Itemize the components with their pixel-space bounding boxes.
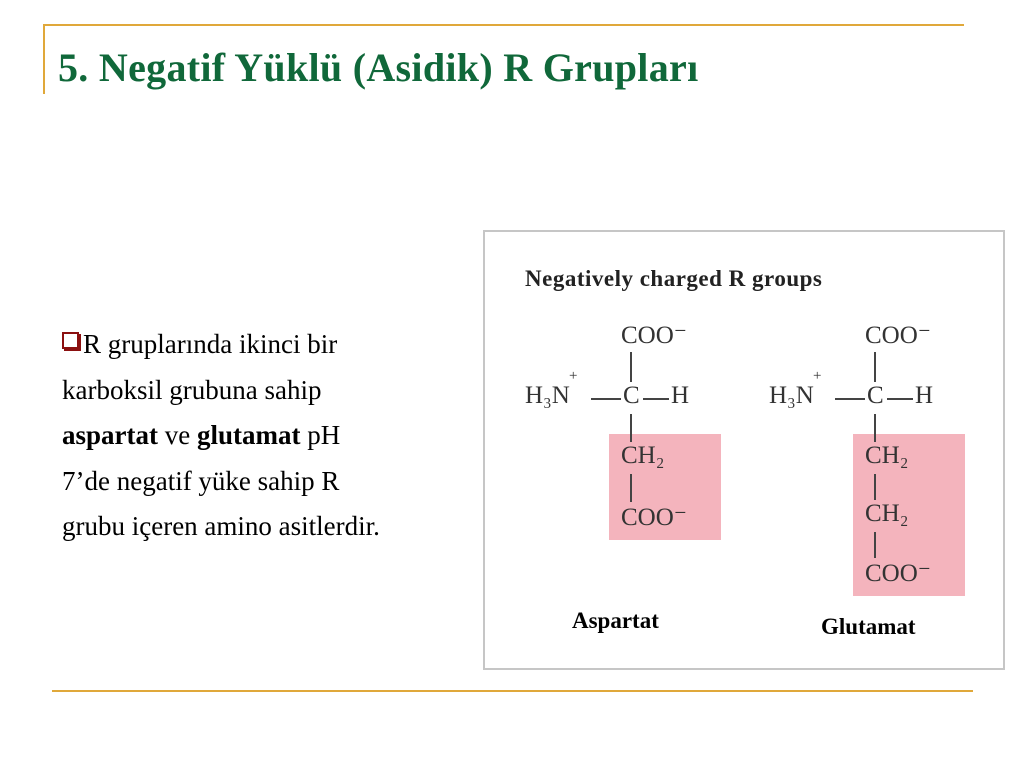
glutamate-ch2-2: CH₂ bbox=[865, 500, 909, 527]
aspartate-amine: H₃N bbox=[525, 382, 570, 409]
checkbox-bullet-icon bbox=[62, 332, 79, 349]
glutamate-bond bbox=[874, 352, 876, 382]
structure-figure bbox=[483, 230, 1005, 670]
glutamate-alpha-carbon: C bbox=[867, 382, 884, 409]
aspartate-plus: + bbox=[569, 368, 578, 384]
glutamate-label: Glutamat bbox=[821, 614, 916, 639]
left-accent bbox=[43, 24, 45, 94]
bullet-text-part: pH 7’de negatif yüke sahip R grubu içeren amino asitlerdir. bbox=[62, 420, 380, 541]
glutamate-ch2-1: CH₂ bbox=[865, 442, 909, 469]
glutamate-side-carboxylate: COO⁻ bbox=[865, 560, 931, 587]
aspartate-bond bbox=[630, 352, 632, 382]
glutamate-hydrogen: H bbox=[915, 382, 934, 409]
glutamate-bond bbox=[887, 398, 913, 400]
glutamate-top-carboxylate: COO⁻ bbox=[865, 322, 931, 349]
bottom-divider bbox=[52, 690, 973, 692]
bullet-text-part: ve bbox=[158, 420, 197, 450]
glutamate-bond bbox=[874, 532, 876, 558]
aspartate-bond bbox=[630, 414, 632, 442]
bullet-text bbox=[62, 322, 392, 550]
aspartate-bond bbox=[643, 398, 669, 400]
top-divider bbox=[43, 24, 964, 26]
aspartate-hydrogen: H bbox=[671, 382, 690, 409]
aspartate-label: Aspartat bbox=[572, 608, 659, 633]
glutamate-plus: + bbox=[813, 368, 822, 384]
aspartate-ch2: CH₂ bbox=[621, 442, 665, 469]
bullet-text-part: R gruplarında ikinci bir karboksil grubuna sahip bbox=[62, 329, 338, 405]
aspartate-side-carboxylate: COO⁻ bbox=[621, 504, 687, 531]
aspartate-bond bbox=[630, 474, 632, 502]
glutamate-bond bbox=[874, 414, 876, 442]
aspartate-top-carboxylate: COO⁻ bbox=[621, 322, 687, 349]
aspartate-bond bbox=[591, 398, 621, 400]
bullet-bold-glutamat: glutamat bbox=[196, 420, 301, 450]
glutamate-bond bbox=[835, 398, 865, 400]
glutamate-amine: H₃N bbox=[769, 382, 814, 409]
slide-title: 5. Negatif Yüklü (Asidik) R Grupları bbox=[58, 45, 699, 90]
glutamate-bond bbox=[874, 474, 876, 500]
figure-title: Negatively charged R groups bbox=[525, 266, 823, 291]
bullet-bold-aspartat: aspartat bbox=[62, 420, 158, 450]
aspartate-alpha-carbon: C bbox=[623, 382, 640, 409]
